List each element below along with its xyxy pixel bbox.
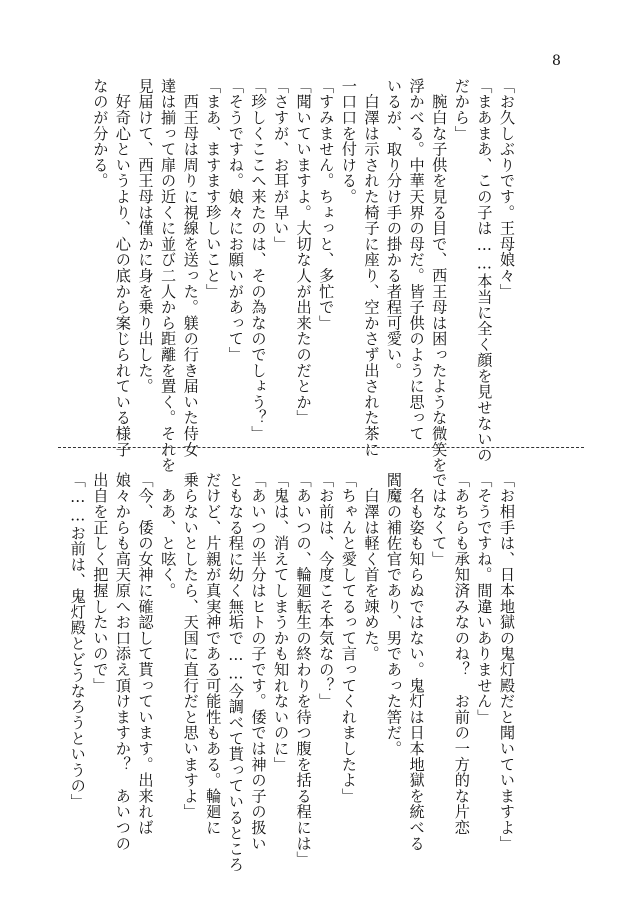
- page-number: 8: [552, 53, 561, 69]
- text-line: 浮かべる。中華天界の母だ。皆子供のように思って: [407, 78, 426, 442]
- text-line: 「さすが、お耳が早い」: [272, 78, 291, 252]
- text-line: 見届けて、西王母は僅かに身を乗り出した。: [136, 78, 155, 394]
- text-line: 「お前は、今度こそ本気なの？」: [317, 472, 336, 709]
- text-line: 達は揃って扉の近くに並び二人から距離を置く。それを: [159, 78, 178, 473]
- text-line: ああ、と呟く。: [159, 472, 178, 599]
- text-line: 「まあまあ、この子は……本当に全く顔を見せないの: [475, 78, 494, 463]
- text-line: ともなる程に幼く無垢で……今調べて貰っているところ: [226, 472, 245, 873]
- top-text-block: [91, 78, 518, 473]
- text-line: 「お久しぶりです。王母娘々」: [498, 78, 516, 300]
- text-line: 閻魔の補佐官であり、男であった筈だ。: [385, 472, 404, 757]
- text-line: ではなくて」: [430, 472, 449, 567]
- text-line: なのが分かる。: [91, 78, 110, 189]
- text-line: 乗らないとしたら、天国に直行だと思いますよ」: [181, 472, 200, 820]
- text-line: だけど、片親が真実神である可能性もある。輪廻に: [204, 472, 223, 836]
- text-line: 「そうですね。娘々にお願いがあって」: [226, 78, 245, 363]
- text-line: 「お相手は、日本地獄の鬼灯殿だと聞いていますよ」: [498, 472, 516, 852]
- text-line: 白澤は示された椅子に座り、空かさず出された茶に: [362, 78, 381, 458]
- text-line: 好奇心というより、心の底から案じられている様子: [113, 78, 132, 458]
- text-line: 白澤は軽く首を竦めた。: [362, 472, 381, 662]
- text-line: 「あいつの、輪廻転生の終わりを待つ腹を括る程には」: [294, 472, 313, 867]
- text-line: 「すみません。ちょっと、多忙で」: [317, 78, 336, 331]
- text-line: 西王母は周りに視線を送った。躾の行き届いた侍女: [181, 78, 200, 458]
- text-line: 「……お前は、鬼灯殿とどうなろうというの」: [68, 472, 87, 810]
- bottom-text-block: [68, 472, 518, 873]
- text-line: 「まあ、ますます珍しいこと」: [204, 78, 223, 300]
- text-line: 一口口を付ける。: [339, 78, 358, 205]
- text-line: 「あいつの半分はヒトの子です。倭では神の子の扱い: [249, 472, 268, 852]
- text-line: だから」: [452, 78, 471, 142]
- text-line: いるが、取り分け手の掛かる者程可愛い。: [385, 78, 404, 379]
- text-line: 「今、倭の女神に確認して貰っています。出来れば: [136, 472, 155, 836]
- text-line: 出自を正しく把握したいので」: [91, 472, 110, 694]
- text-line: 「聞いていますよ。大切な人が出来たのだとか」: [294, 78, 313, 426]
- text-line: 「あちらも承知済みなのね？ お前の一方的な片恋: [452, 472, 471, 836]
- text-line: 腕白な子供を見る目で、西王母は困ったような微笑を: [430, 78, 449, 473]
- text-line: 名も姿も知らぬではない。鬼灯は日本地獄を統べる: [407, 472, 426, 852]
- text-line: 「そうですね。間違いありません」: [475, 472, 494, 725]
- text-line: 「珍しくここへ来たのは、その為なのでしょう？」: [249, 78, 268, 442]
- section-divider: [58, 447, 584, 448]
- text-line: 「ちゃんと愛してるって言ってくれましたよ」: [339, 472, 358, 804]
- text-line: 娘々からも高天原へお口添え頂けますか？ あいつの: [113, 472, 132, 852]
- text-line: 「鬼は、消えてしまうかも知れないのに」: [272, 472, 291, 773]
